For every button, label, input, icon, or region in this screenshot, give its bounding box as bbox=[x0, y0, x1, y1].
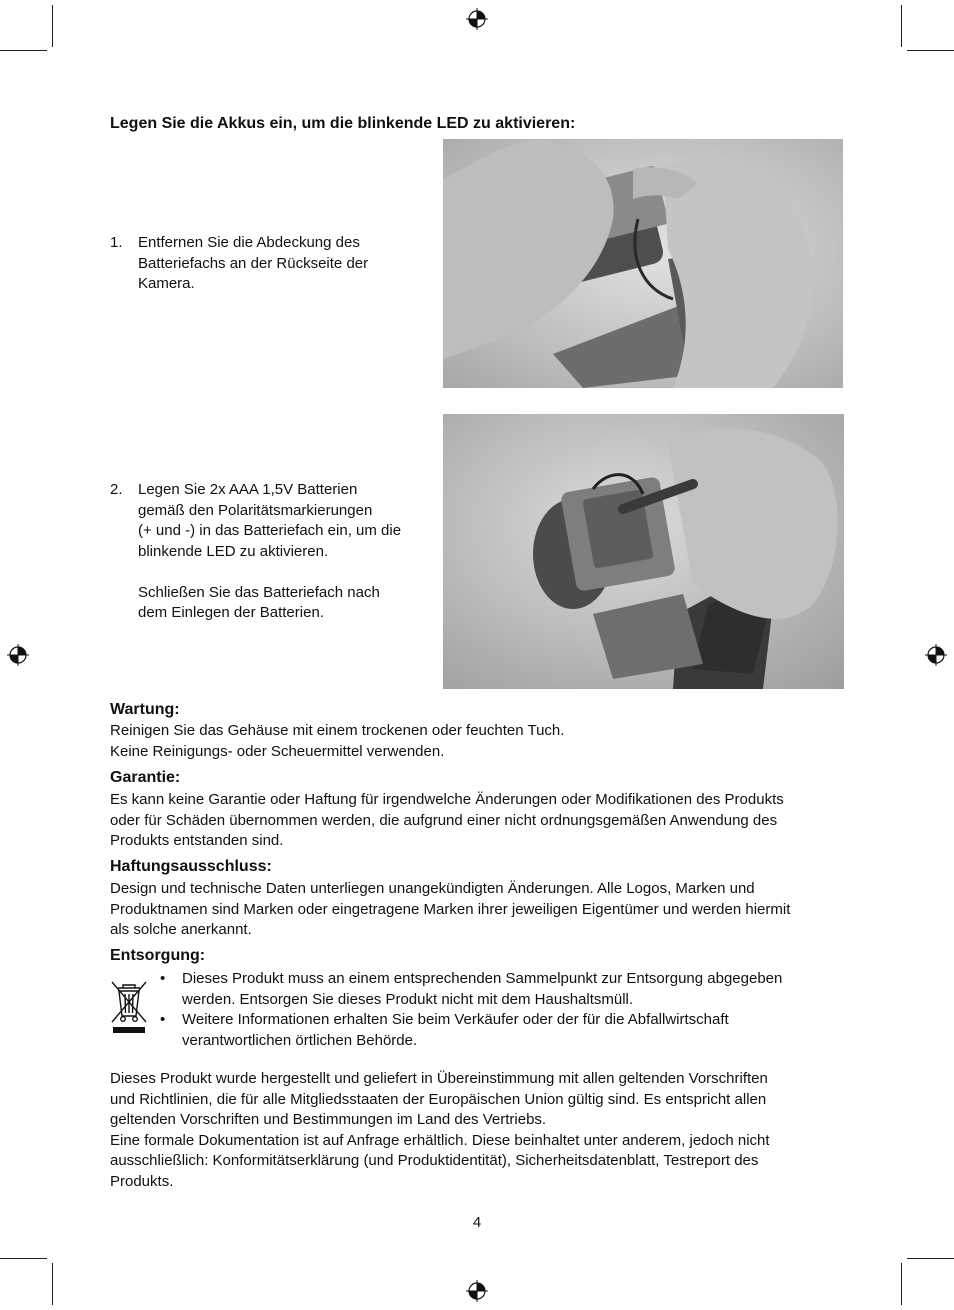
conformity-statement: Dieses Produkt wurde hergestellt und geliefert in Übereinstimmung mit allen geltenden Vorschriften und Richtlinien, die für alle Mitgliedsstaaten der Europäischen Union gültig sind. Es entspricht allen geltenden Vorschriften und Bestimmungen im Land des Vertriebs. Eine formale Dokumentation ist auf Anfrage erhältlich. Diese beinhaltet unter anderem, jedoch nicht ausschließlich: Konformitätserklärung (und Produktidentität), Sicherheitsdatenblatt, Testreport des Produkts. bbox=[110, 1070, 770, 1190]
crop-mark bbox=[907, 1258, 954, 1259]
step-number: 1. bbox=[110, 234, 123, 251]
section-body-haftungsausschluss: Design und technische Daten unterliegen unangekündigten Änderungen. Alle Logos, Marken und Produktnamen sind Marken oder eingetragene Marken ihrer jeweiligen Eigentümer und werden hiermit als solche anerkannt. bbox=[110, 880, 791, 938]
crop-mark bbox=[901, 1263, 902, 1305]
bullet: • bbox=[160, 970, 166, 987]
registration-crosshair-icon bbox=[925, 644, 947, 666]
crossed-out-wheelie-bin-icon bbox=[110, 980, 148, 1036]
page-title: Legen Sie die Akkus ein, um die blinkende LED zu aktivieren: bbox=[110, 115, 576, 132]
section-body-wartung: Reinigen Sie das Gehäuse mit einem trockenen oder feuchten Tuch. Keine Reinigungs- oder Scheuermittel verwenden. bbox=[110, 722, 565, 760]
bullet: • bbox=[160, 1011, 166, 1028]
photo-remove-battery-cover bbox=[443, 139, 843, 388]
step-text: Entfernen Sie die Abdeckung des Batteriefachs an der Rückseite der Kamera. bbox=[138, 234, 369, 292]
step-text: Legen Sie 2x AAA 1,5V Batterien gemäß den Polaritätsmarkierungen (+ und -) in das Batteriefach ein, um die blinkende LED zu aktivieren. Schließen Sie das Batteriefach nach dem Einlegen der Batterien. bbox=[138, 480, 438, 624]
crop-mark bbox=[0, 50, 47, 51]
registration-crosshair-icon bbox=[466, 1280, 488, 1302]
crop-mark bbox=[901, 5, 902, 47]
step-note: dem Einlegen der Batterien. bbox=[138, 604, 324, 621]
crop-mark bbox=[52, 5, 53, 47]
section-heading-wartung: Wartung: bbox=[110, 701, 180, 718]
step-1 bbox=[110, 233, 430, 297]
list-item: • Dieses Produkt muss an einem entsprechenden Sammelpunkt zur Entsorgung abgegeben werden. Entsorgen Sie dieses Produkt nicht mit dem Haushaltsmüll. bbox=[160, 970, 783, 1008]
section-body-garantie: Es kann keine Garantie oder Haftung für irgendwelche Änderungen oder Modifikationen des Produkts oder für Schäden übernommen werden, die aufgrund einer nicht ordnungsgemäßen Anwendung des Produkts entstanden sind. bbox=[110, 791, 784, 849]
photo-insert-batteries bbox=[443, 414, 844, 689]
section-heading-haftungsausschluss: Haftungsausschluss: bbox=[110, 858, 272, 875]
step-note: Schließen Sie das Batteriefach nach bbox=[138, 583, 380, 601]
registration-crosshair-icon bbox=[466, 8, 488, 30]
list-item: • Weitere Informationen erhalten Sie beim Verkäufer oder der für die Abfallwirtschaft verantwortlichen örtlichen Behörde. bbox=[160, 1011, 729, 1049]
step-number: 2. bbox=[110, 481, 123, 498]
step-2 bbox=[110, 480, 440, 630]
crop-mark bbox=[52, 1263, 53, 1305]
registration-crosshair-icon bbox=[7, 644, 29, 666]
disposal-bullet-list bbox=[160, 969, 850, 1051]
section-heading-garantie: Garantie: bbox=[110, 769, 181, 786]
page-number: 4 bbox=[472, 1214, 482, 1231]
crop-mark bbox=[907, 50, 954, 51]
crop-mark bbox=[0, 1258, 47, 1259]
section-heading-entsorgung: Entsorgung: bbox=[110, 947, 206, 964]
